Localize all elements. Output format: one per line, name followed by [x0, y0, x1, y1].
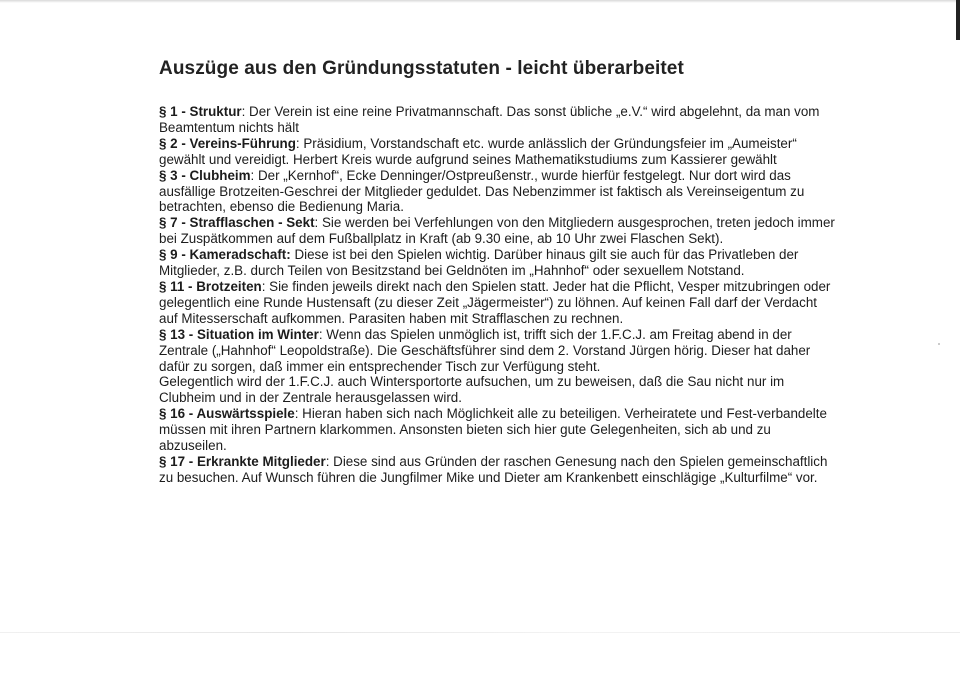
- paragraph-auswaertsspiele: [159, 406, 839, 454]
- scan-bottom-line: [0, 632, 960, 633]
- paragraph-heading: § 7 - Strafflaschen - Sekt: [159, 215, 315, 231]
- paragraph-text: : Der Verein ist eine reine Privatmannschaft. Das sonst übliche „e.V.“ wird abgelehnt, da man vom Beamtentum nichts hält: [159, 104, 820, 135]
- document-page: [159, 58, 839, 486]
- document-title: Auszüge aus den Gründungsstatuten - leicht überarbeitet: [159, 58, 684, 79]
- paragraph-heading: § 17 - Erkrankte Mitglieder: [159, 453, 326, 469]
- paragraph-text: : Wenn das Spielen unmöglich ist, trifft sich der 1.F.C.J. am Freitag abend in der Zentrale („Hahnhof“ Leopoldstraße). Die Geschäftsführer sind dem 2. Vorstand Jürgen hörig. Dieser hat daher dafür zu sorgen, daß immer ein entsprechender Tisch zur Verfügung steht.: [159, 326, 811, 374]
- paragraph-clubheim: [159, 168, 839, 216]
- paragraph-strafflaschen: [159, 215, 839, 247]
- paragraph-heading: § 1 - Struktur: [159, 104, 242, 119]
- paragraph-erkrankte-mitglieder: [159, 454, 839, 486]
- paragraph-text: Gelegentlich wird der 1.F.C.J. auch Wintersportorte aufsuchen, um zu beweisen, daß die Sau nicht nur im Clubheim und in der Zentrale herausgelassen wird.: [159, 374, 785, 406]
- paragraph-winter-continued: [159, 374, 839, 406]
- paragraph-vereins-fuehrung: [159, 136, 839, 168]
- paragraph-kameradschaft: [159, 247, 839, 279]
- paragraph-text: : Präsidium, Vorstandschaft etc. wurde anlässlich der Gründungsfeier im „Aumeister“ gewählt und vereidigt. Herbert Kreis wurde aufgrund seines Mathematikstudiums zum Kassierer gewählt: [159, 135, 797, 167]
- paragraph-heading: § 9 - Kameradschaft:: [159, 247, 291, 263]
- paragraph-brotzeiten: [159, 279, 839, 327]
- paragraph-heading: § 3 - Clubheim: [159, 167, 251, 183]
- scan-top-shadow: [0, 0, 960, 3]
- document-body: [159, 104, 839, 486]
- paragraph-heading: § 16 - Auswärtsspiele: [159, 406, 295, 422]
- paragraph-heading: § 2 - Vereins-Führung: [159, 135, 296, 151]
- paragraph-struktur: [159, 104, 839, 136]
- scan-speck: [938, 343, 940, 345]
- paragraph-winter: [159, 327, 839, 375]
- scan-edge-mark: [956, 0, 960, 40]
- paragraph-text: : Diese sind aus Gründen der raschen Genesung nach den Spielen gemeinschaftlich zu besuchen. Auf Wunsch führen die Jungfilmer Mike und Dieter am Krankenbett einschlägige „Kulturfilme“ vor.: [159, 453, 828, 485]
- paragraph-text: : Der „Kernhof“, Ecke Denninger/Ostpreußenstr., wurde hierfür festgelegt. Nur dort wird das ausfällige Brotzeiten-Geschrei der Mitglieder geduldet. Das Nebenzimmer ist faktisch als Vereinseigentum zu betrachten, ebenso die Bedienung Maria.: [159, 167, 805, 215]
- paragraph-heading: § 11 - Brotzeiten: [159, 278, 262, 294]
- paragraph-text: : Sie werden bei Verfehlungen von den Mitgliedern ausgesprochen, treten jedoch immer bei Zuspätkommen auf dem Fußballplatz in Kraft (ab 9.30 eine, ab 10 Uhr zwei Flaschen Sekt).: [159, 215, 835, 247]
- paragraph-text: Diese ist bei den Spielen wichtig. Darüber hinaus gilt sie auch für das Privatleben der Mitglieder, z.B. durch Teilen von Besitzstand bei Geldnöten im „Hahnhof“ oder sexuellem Notstand.: [159, 247, 799, 279]
- paragraph-text: : Hieran haben sich nach Möglichkeit alle zu beteiligen. Verheiratete und Fest-verbandelte müssen mit ihren Partnern klarkommen. Ansonsten bieten sich hier gute Gelegenheiten, sich ab und zu abzuseilen.: [159, 406, 827, 454]
- paragraph-text: : Sie finden jeweils direkt nach den Spielen statt. Jeder hat die Pflicht, Vesper mitzubringen oder gelegentlich eine Runde Hustensaft (zu dieser Zeit „Jägermeister“) zu löhnen. Auf keinen Fall darf der Verdacht auf Mitesserschaft aufkommen. Parasiten haben mit Strafflaschen zu rechnen.: [159, 278, 831, 326]
- paragraph-heading: § 13 - Situation im Winter: [159, 326, 319, 342]
